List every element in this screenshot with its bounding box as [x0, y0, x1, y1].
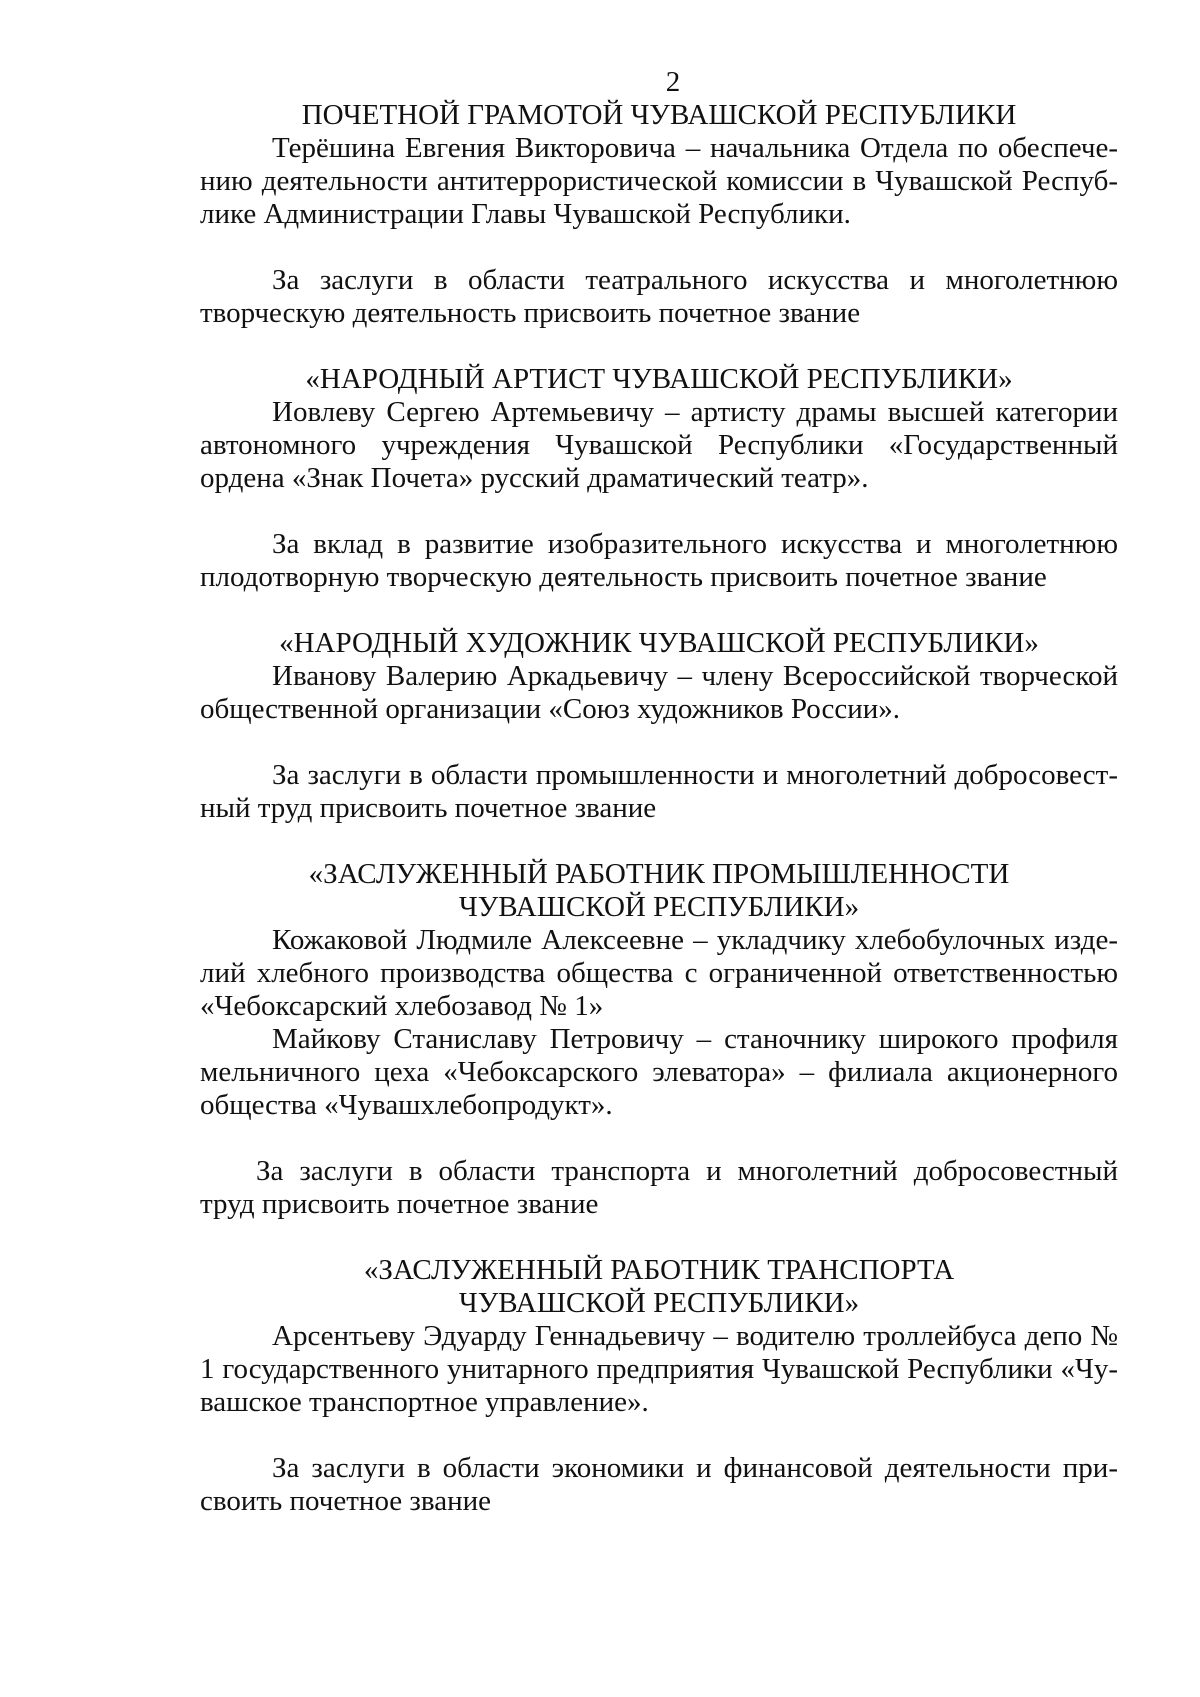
award-recipient-paragraph: Терёшина Евгения Викторовича – начальника Отдела по обеспечению деятельности антитеррористической комиссии в Чувашской Республике Администрации Главы Чувашской Республики.	[200, 132, 1118, 230]
title-heading	[200, 627, 1118, 660]
award-reason-paragraph: За заслуги в области театрального искусства и многолетнюю творческую деятельность присвоить почетное звание	[200, 264, 1118, 329]
award-heading	[200, 99, 1118, 132]
award-reason-paragraph: За заслуги в области экономики и финансовой деятельности присвоить почетное звание	[200, 1452, 1118, 1517]
award-recipient-paragraph: Иовлеву Сергею Артемьевичу – артисту драмы высшей категории автономного учреждения Чувашской Республики «Государственный ордена «Знак Почета» русский драматический театр».	[200, 396, 1118, 494]
heading-line: ПОЧЕТНОЙ ГРАМОТОЙ ЧУВАШСКОЙ РЕСПУБЛИКИ	[301, 99, 1017, 131]
title-heading	[200, 1254, 1118, 1320]
heading-line: «ЗАСЛУЖЕННЫЙ РАБОТНИК ПРОМЫШЛЕННОСТИ	[308, 858, 1010, 890]
award-recipient-paragraph: Иванову Валерию Аркадьевичу – члену Всероссийской творческой общественной организации «Союз художников России».	[200, 660, 1118, 725]
award-reason-paragraph: За заслуги в области транспорта и многолетний добросовестный труд присвоить почетное звание	[200, 1155, 1118, 1220]
document-page	[200, 66, 1118, 1518]
heading-line: «ЗАСЛУЖЕННЫЙ РАБОТНИК ТРАНСПОРТА	[363, 1254, 955, 1286]
heading-line: «НАРОДНЫЙ АРТИСТ ЧУВАШСКОЙ РЕСПУБЛИКИ»	[305, 363, 1013, 395]
award-recipient-paragraph: Арсентьеву Эдуарду Геннадьевичу – водителю троллейбуса депо № 1 государственного унитарного предприятия Чувашской Республики «Чувашское транспортное управление».	[200, 1320, 1118, 1418]
award-recipient-paragraph: Майкову Станиславу Петровичу – станочнику широкого профиля мельничного цеха «Чебоксарского элеватора» – филиала акционерного общества «Чувашхлебопродукт».	[200, 1023, 1118, 1121]
heading-line: ЧУВАШСКОЙ РЕСПУБЛИКИ»	[458, 891, 860, 923]
title-heading	[200, 858, 1118, 924]
award-reason-paragraph: За заслуги в области промышленности и многолетний добросовестный труд присвоить почетное звание	[200, 759, 1118, 824]
heading-line: «НАРОДНЫЙ ХУДОЖНИК ЧУВАШСКОЙ РЕСПУБЛИКИ»	[279, 627, 1039, 659]
award-reason-paragraph: За вклад в развитие изобразительного искусства и многолетнюю плодотворную творческую деятельность присвоить почетное звание	[200, 528, 1118, 593]
page-number: 2	[665, 66, 681, 98]
title-heading	[200, 363, 1118, 396]
award-recipient-paragraph: Кожаковой Людмиле Алексеевне – укладчику хлебобулочных изделий хлебного производства общества с ограниченной ответственностью «Чебоксарский хлебозавод № 1»	[200, 924, 1118, 1022]
heading-line: ЧУВАШСКОЙ РЕСПУБЛИКИ»	[458, 1287, 860, 1319]
